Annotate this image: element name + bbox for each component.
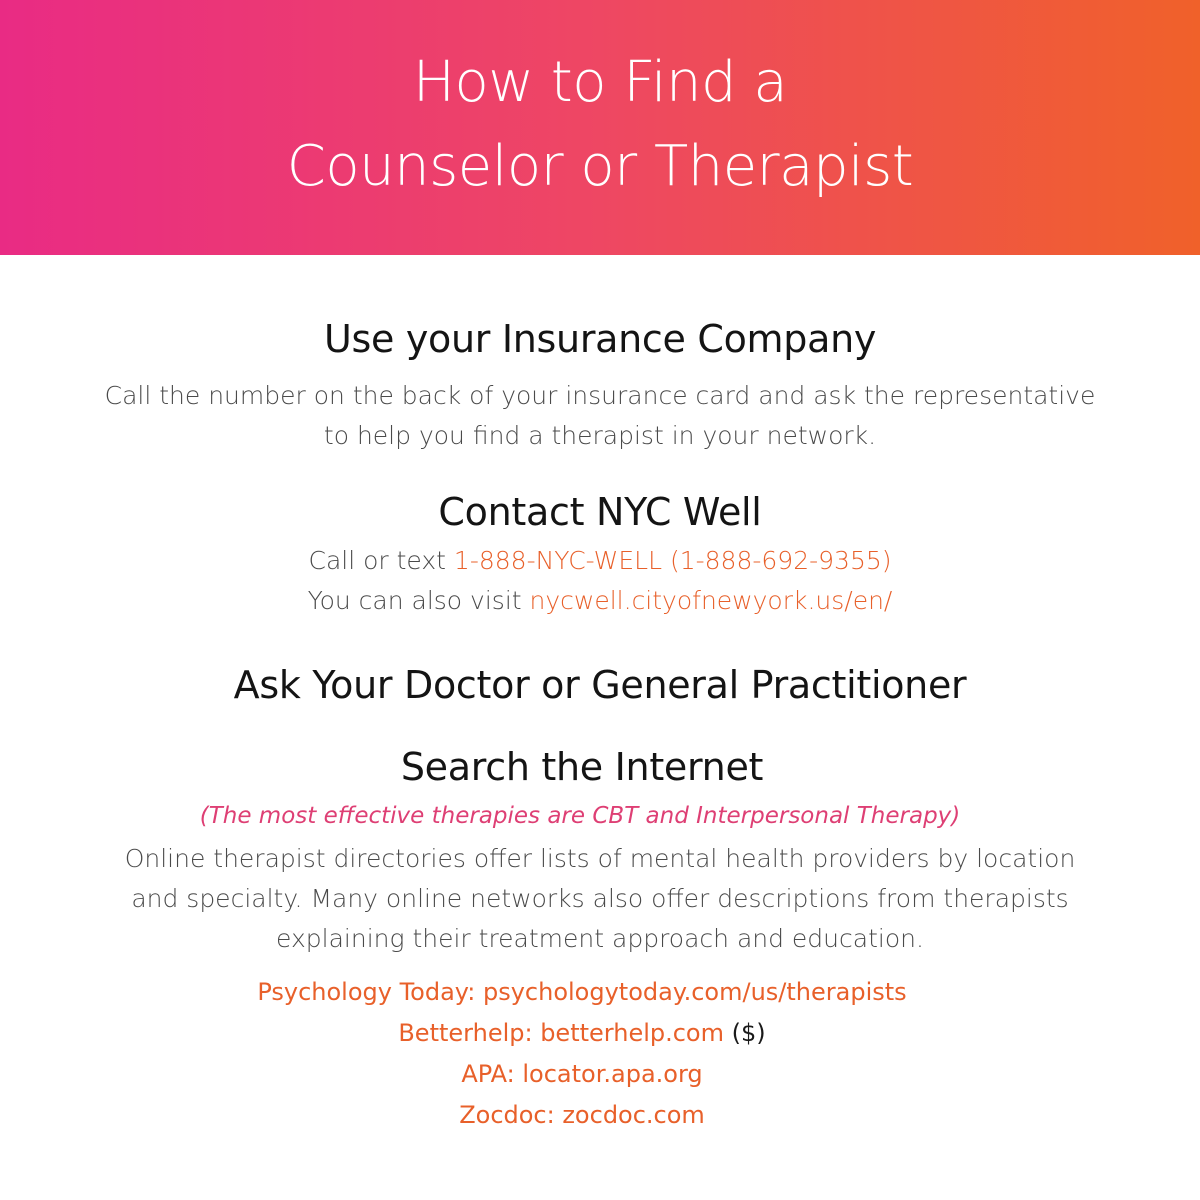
resource-zocdoc[interactable] [0, 1100, 1182, 1130]
resource-link[interactable]: APA: locator.apa.org [461, 1060, 703, 1088]
doctor-heading: Ask Your Doctor or General Practitioner [233, 663, 967, 707]
resource-psychology-today[interactable] [0, 977, 1182, 1007]
nyc-well-visit-line [0, 585, 1200, 617]
cost-indicator: ($) [731, 1019, 766, 1047]
insurance-heading: Use your Insurance Company [323, 317, 877, 361]
header-banner [0, 0, 1200, 255]
nyc-well-phone-link[interactable]: 1-888-NYC-WELL (1-888-692-9355) [453, 546, 892, 575]
resource-link[interactable]: Betterhelp: betterhelp.com [398, 1019, 724, 1047]
insurance-body-line-2: to help you find a therapist in your network. [323, 421, 877, 450]
nyc-well-call-line [0, 545, 1200, 577]
internet-heading: Search the Internet [400, 745, 764, 789]
resource-betterhelp[interactable] [0, 1018, 1182, 1048]
internet-body-line-1: Online therapist directories offer lists of mental health providers by location [124, 844, 1076, 873]
banner-title-line-2: Counselor or Therapist [286, 134, 914, 199]
banner-title-line-1: How to Find a [412, 50, 788, 115]
resource-apa[interactable] [0, 1059, 1182, 1089]
call-or-text-label: Call or text [308, 546, 454, 575]
therapy-note: (The most effective therapies are CBT and Interpersonal Therapy) [199, 803, 961, 829]
resource-link[interactable]: Zocdoc: zocdoc.com [459, 1101, 705, 1129]
resource-link[interactable]: Psychology Today: psychologytoday.com/us/therapists [257, 978, 907, 1006]
insurance-body-line-1: Call the number on the back of your insurance card and ask the representative [104, 381, 1096, 410]
internet-body-line-2: and specialty. Many online networks also offer descriptions from therapists [131, 884, 1069, 913]
internet-body-line-3: explaining their treatment approach and education. [276, 924, 924, 953]
nyc-well-url-link[interactable]: nycwell.cityofnewyork.us/en/ [529, 586, 893, 615]
nyc-well-heading: Contact NYC Well [438, 490, 762, 534]
visit-label: You can also visit [307, 586, 530, 615]
